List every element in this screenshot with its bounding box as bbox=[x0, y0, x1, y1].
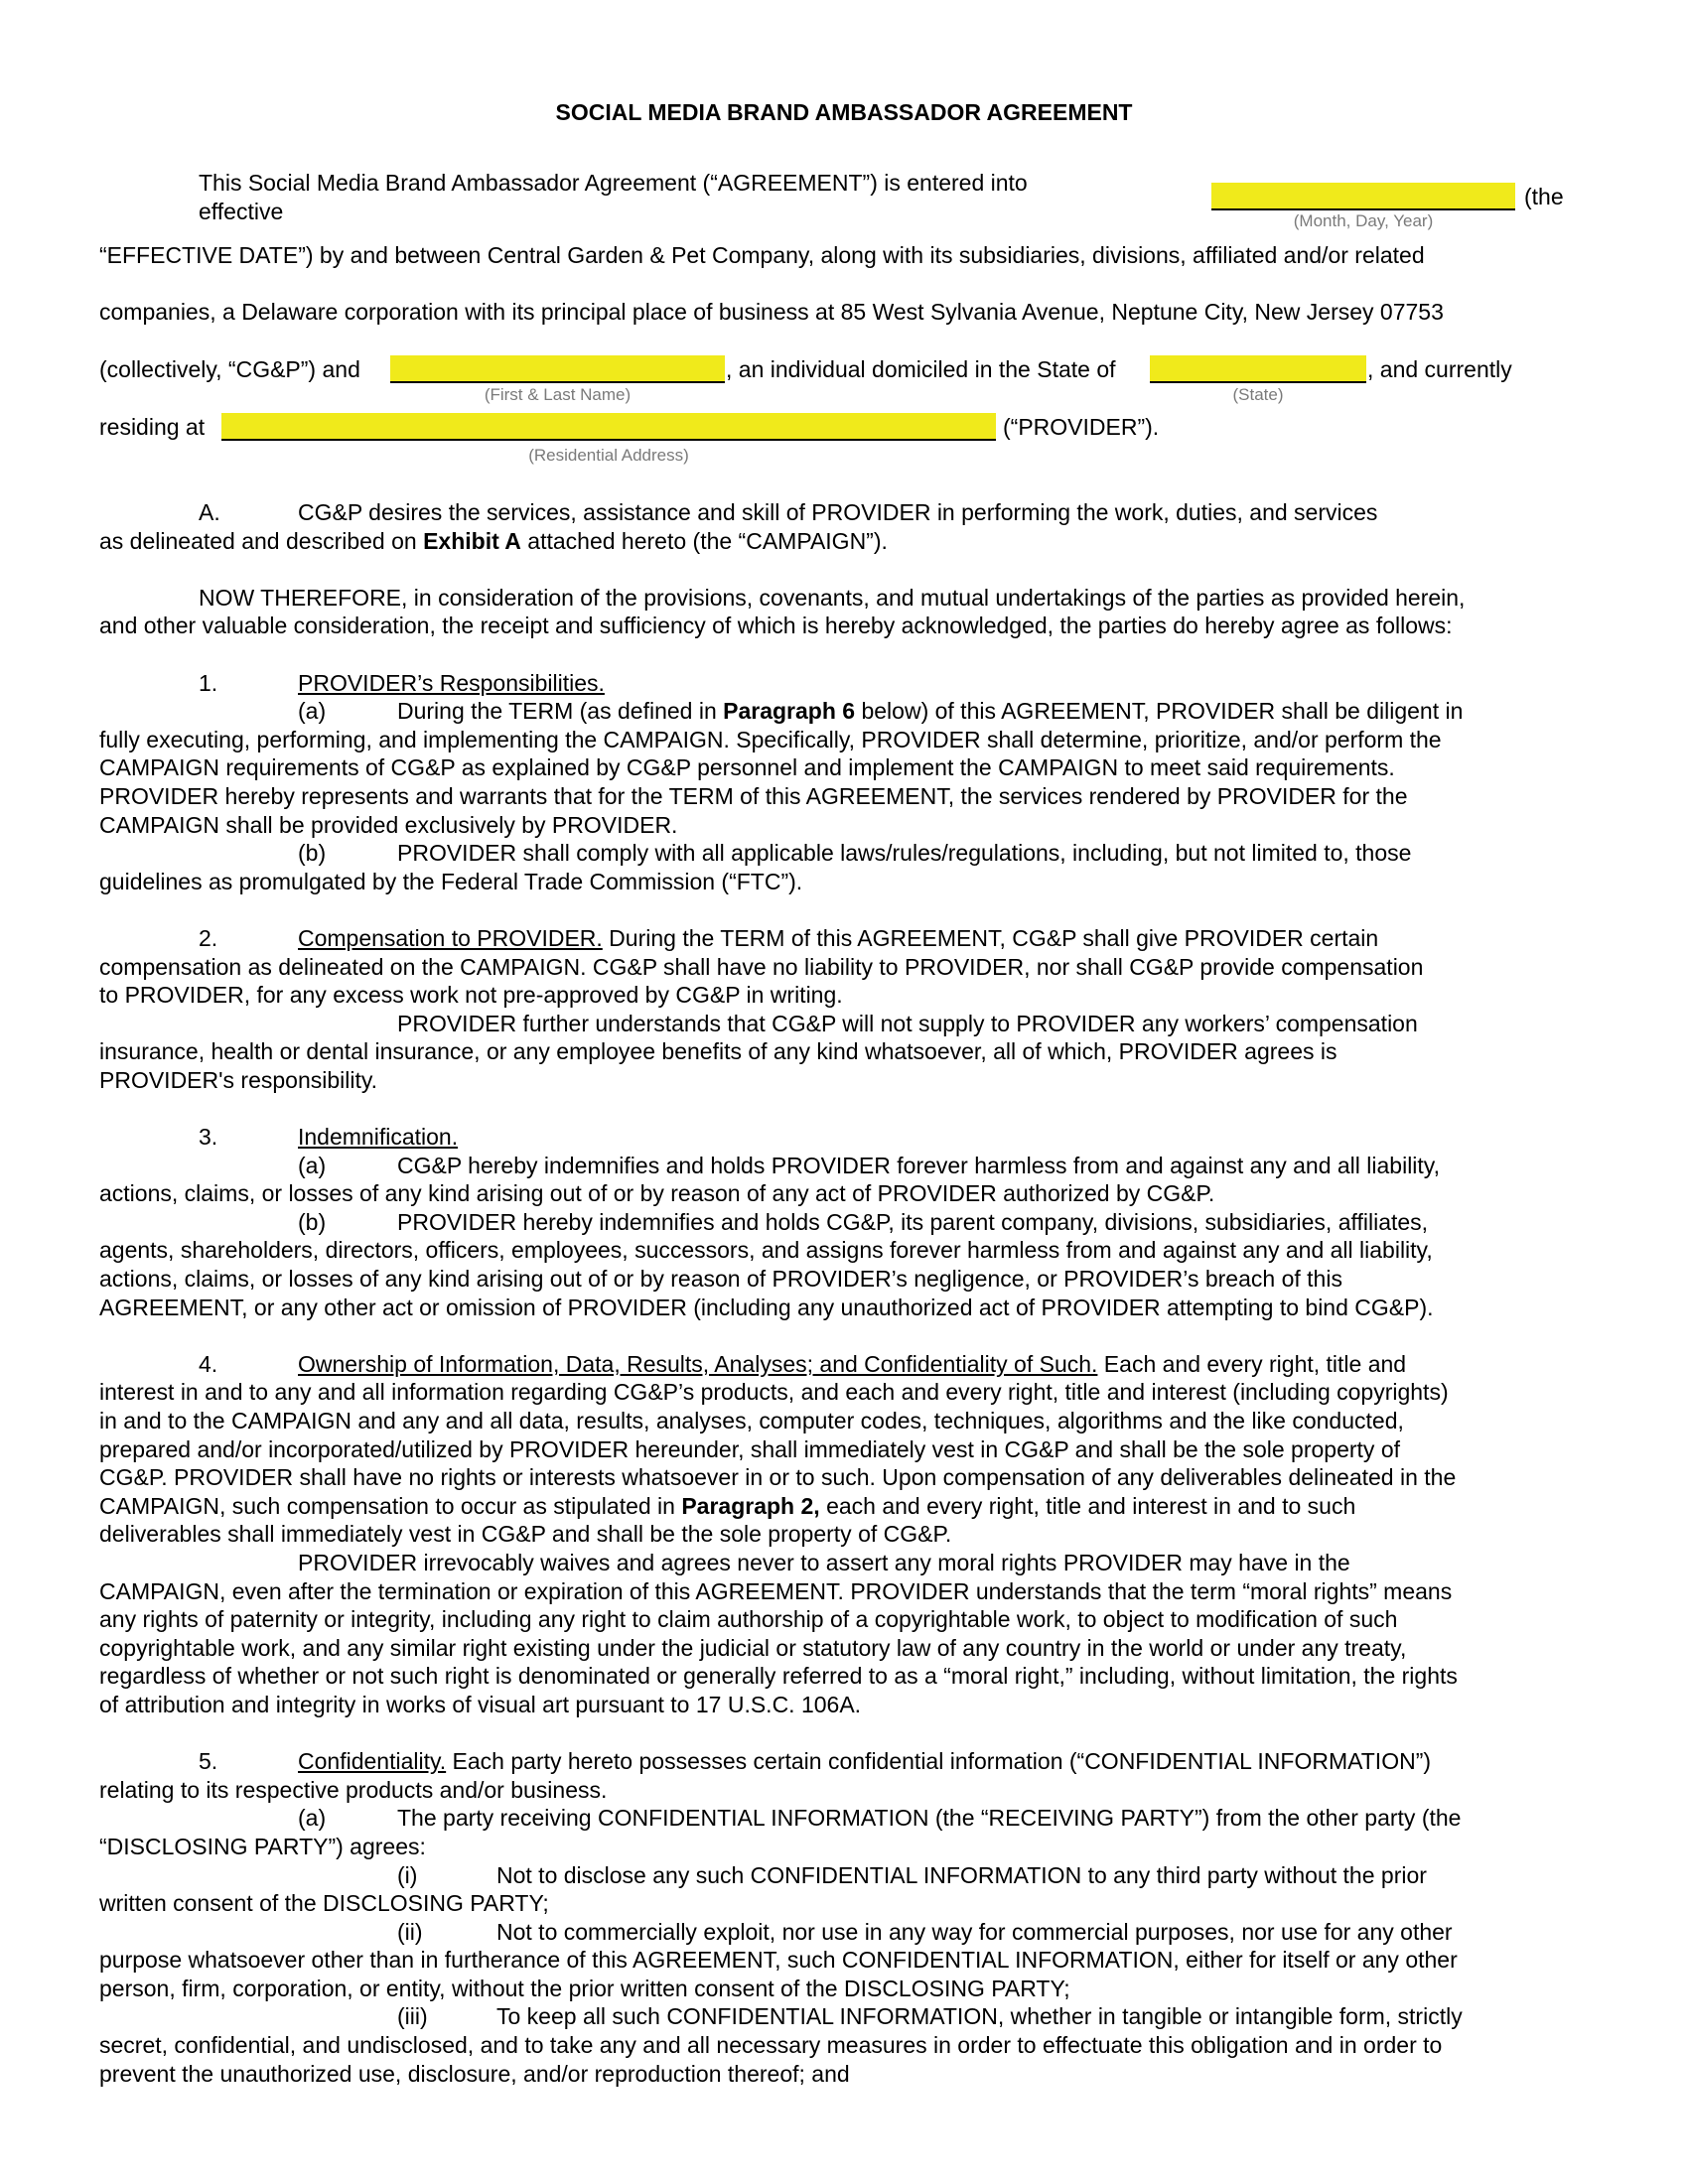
now-therefore: NOW THEREFORE, in consideration of the provisions, covenants, and mutual undertakings of the parties as provided herein, bbox=[199, 584, 1466, 611]
effective-date-field[interactable] bbox=[1211, 183, 1515, 210]
section-3-heading: 3. Indemnification. bbox=[199, 1124, 459, 1151]
residential-address-field[interactable] bbox=[221, 413, 996, 441]
intro-line-2: “EFFECTIVE DATE”) by and between Central Garden & Pet Company, along with its subsidiaries, divisions, affiliated and/or related bbox=[99, 242, 1425, 268]
intro-line-5a: residing at bbox=[99, 414, 206, 440]
section-5-heading: 5. Confidentiality. Each party hereto possesses certain confidential information (“CONFIDENTIAL INFORMATION”) bbox=[199, 1748, 1432, 1775]
provider-name-field[interactable] bbox=[390, 355, 725, 383]
agreement-body: A. CG&P desires the services, assistance and skill of PROVIDER in performing the work, duties, and services as delineated and described on Exhibit A attached hereto (the “CAMPAIGN”). NOW THEREFORE, in consideration of the provisions, covenants, and mutual undertakings of the parties as provided herein, and other valuable consideration, the receipt and sufficiency of which is hereby acknowledged, the parties do hereby agree as follows: 1. PROVIDER’s Responsibilities. (a) During the TERM (as defined in Paragraph 6 below) of this AGREEMENT, PROVIDER shall be diligent in fully executing, performing, and implementing the CAMPAIGN. Specifically, PROVIDER shall determine, prioritize, and/or perform the CAMPAIGN requirements of CG&P as explained by CG&P personnel and implement the CAMPAIGN to meet said requirements. PROVIDER hereby represents and warrants that for the TERM of this AGREEMENT, the services rendered by PROVIDER for the CAMPAIGN shall be provided exclusively by PROVIDER. (b) PROVIDER shall comply with all applicable laws/rules/regulations, including, but not limited to, those guidelines as promulgated by the Federal Trade Commission (“FTC”). 2. Compensation to PROVIDER. During the TERM of this AGREEMENT, CG&P shall give PROVIDER certain compensation as delineated on the CAMPAIGN. CG&P shall have no liability to PROVIDER, nor shall CG&P provide compensation to PROVIDER, for any excess work not pre-approved by CG&P in writing. PROVIDER further understands that CG&P will not supply to PROVIDER any workers’ compensation insurance, health or dental insurance, or any employee benefits of any kind whatsoever, all of which, PROVIDER agrees is PROVIDER's responsibility. 3. Indemnification. (a) CG&P hereby indemnifies and holds PROVIDER forever harmless from and against any and all liability, actions, claims, or losses of any kind arising out of or by reason of any act of PROVIDER authorized by CG&P. (b) PROVIDER hereby indemnifies and holds CG&P, its parent company, divisions, subsidiaries, affiliates, agents, shareholders, directors, officers, employees, successors, and assigns forever harmless from and against any and all liability, actions, claims, or losses of any kind arising out of or by reason of PROVIDER’s negligence, or PROVIDER’s breach of this AGREEMENT, or any other act or omission of PROVIDER (including any unauthorized act of PROVIDER attempting to bind CG&P). 4. Ownership of Information, Data, Results, Analyses; and Confidentiality of Such. Each and every right, title and interest in and to any and all information regarding CG&P’s products, and each and every right, title and interest (including copyrights) in and to the CAMPAIGN and any and all data, results, analyses, computer codes, techniques, algorithms and the like conducted, prepared and/or incorporated/utilized by PROVIDER hereunder, shall immediately vest in CG&P and shall be the sole property of CG&P. PROVIDER shall have no rights or interests whatsoever in or to such. Upon compensation of any deliverables delineated in the CAMPAIGN, such compensation to occur as stipulated in Paragraph 2, each and every right, title and interest in and to such deliverables shall immediately vest in CG&P and shall be the sole property of CG&P. PROVIDER irrevocably waives and agrees never to assert any moral rights PROVIDER may have in the CAMPAIGN, even after the termination or expiration of this AGREEMENT. PROVIDER understands that the term “moral rights” means any rights of paternity or integrity, including any right to claim authorship of a copyrightable work, to object to modification of such copyrightable work, and any similar right existing under the judicial or statutory law of any country in the world or under any treaty, regardless of whether or not such right is denominated or generally referred to as a “moral right,” including, without limitation, the rights of attribution and integrity in works of visual art pursuant to 17 U.S.C. 106A. 5. Confidentiality. Each party hereto possesses certain confidential information (“CONFIDENTIAL INFORMATION”) relating to its respective products and/or business. (a) The party receiving CONFIDENTIAL INFORMATION (the “RECEIVING PARTY”) from the other party (the “DISCLOSING PARTY”) agrees: (i) Not to disclose any such CONFIDENTIAL INFORMATION to any third party without the prior written consent of the DISCLOSING PARTY; (ii) Not to commercially exploit, nor use in any way for commercial purposes, nor use for any other purpose whatsoever other than in furtherance of this AGREEMENT, such CONFIDENTIAL INFORMATION, either for itself or any other person, firm, corporation, or entity, without the prior written consent of the DISCLOSING PARTY; (iii) To keep all such CONFIDENTIAL INFORMATION, whether in tangible or intangible form, strictly secret, confidential, and undisclosed, and to take any and all necessary measures in order to effectuate this obligation and in order to prevent the unauthorized use, disclosure, and/or reproduction thereof; and bbox=[99, 498, 1589, 2088]
intro-line-1: This Social Media Brand Ambassador Agreement (“AGREEMENT”) is entered into bbox=[199, 170, 1028, 196]
document-title: SOCIAL MEDIA BRAND AMBASSADOR AGREEMENT bbox=[555, 99, 1133, 125]
date-hint: (Month, Day, Year) bbox=[1293, 211, 1434, 230]
section-4-heading: 4. Ownership of Information, Data, Results, Analyses; and Confidentiality of Such. Each and every right, title and bbox=[199, 1350, 1407, 1377]
recital-a: A. CG&P desires the services, assistance and skill of PROVIDER in performing the work, duties, and services bbox=[199, 499, 1378, 525]
section-1-heading: 1. PROVIDER’s Responsibilities. bbox=[199, 669, 605, 696]
name-hint: (First & Last Name) bbox=[484, 385, 632, 404]
state-field[interactable] bbox=[1150, 355, 1366, 383]
intro-line-4c: , and currently bbox=[1367, 356, 1512, 382]
intro-line-4a: (collectively, “CG&P”) and bbox=[99, 356, 360, 382]
address-hint: (Residential Address) bbox=[528, 446, 689, 465]
intro-the: (the bbox=[1524, 184, 1564, 209]
section-2-heading: 2. Compensation to PROVIDER. During the TERM of this AGREEMENT, CG&P shall give PROVIDER certain bbox=[199, 924, 1379, 951]
state-hint: (State) bbox=[1232, 385, 1284, 404]
intro-line-1b: effective bbox=[199, 199, 284, 224]
intro-line-3: companies, a Delaware corporation with its principal place of business at 85 West Sylvania Avenue, Neptune City, New Jersey 07753 bbox=[99, 299, 1444, 325]
intro-line-4b: , an individual domiciled in the State of bbox=[726, 356, 1116, 382]
intro-line-5b: (“PROVIDER”). bbox=[1003, 414, 1160, 440]
